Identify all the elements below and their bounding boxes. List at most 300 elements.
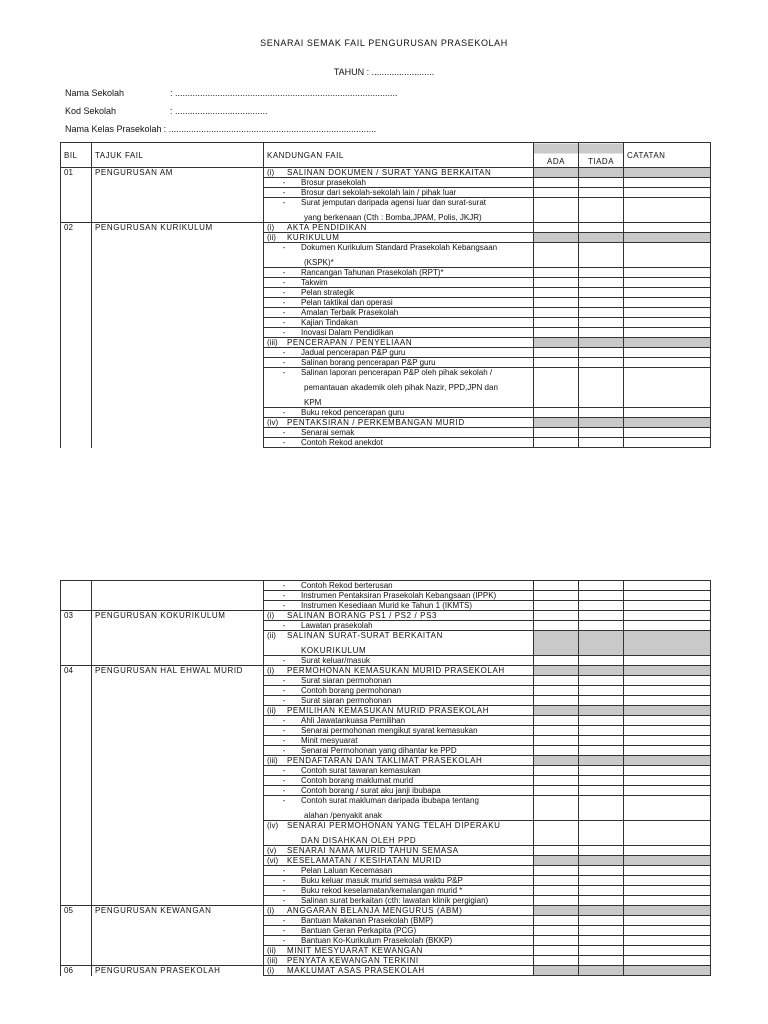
catatan-cell[interactable]	[624, 243, 711, 268]
catatan-cell[interactable]	[624, 896, 711, 906]
item-text: Pelan taktikal dan operasi	[301, 298, 393, 307]
bil-cell	[61, 198, 92, 223]
table-row	[61, 438, 711, 448]
tiada-checkbox-cell[interactable]	[579, 936, 624, 946]
tiada-checkbox-cell[interactable]	[579, 706, 624, 716]
table-row	[61, 358, 711, 368]
catatan-cell[interactable]	[624, 298, 711, 308]
item-marker: -	[282, 776, 286, 785]
catatan-cell[interactable]	[624, 278, 711, 288]
catatan-cell[interactable]	[624, 438, 711, 448]
ada-checkbox-cell[interactable]	[534, 676, 579, 686]
ada-checkbox-cell[interactable]	[534, 846, 579, 856]
ada-checkbox-cell[interactable]	[534, 666, 579, 676]
ada-checkbox-cell[interactable]	[534, 408, 579, 418]
checklist-item	[264, 876, 534, 886]
item-text: MAKLUMAT ASAS PRASEKOLAH	[287, 966, 425, 975]
tiada-checkbox-cell[interactable]	[579, 856, 624, 866]
catatan-cell[interactable]	[624, 666, 711, 676]
tiada-checkbox-cell[interactable]	[579, 896, 624, 906]
item-text: MINIT MESYUARAT KEWANGAN	[287, 946, 423, 955]
checklist-item	[264, 198, 534, 223]
item-text: Instrumen Pentaksiran Prasekolah Kebangsaan (IPPK)	[301, 591, 497, 600]
checklist-item	[264, 766, 534, 776]
ada-checkbox-cell[interactable]	[534, 686, 579, 696]
bil-cell	[61, 766, 92, 776]
item-text: Contoh surat makluman daripada ibubapa tentang	[301, 796, 479, 805]
ada-checkbox-cell[interactable]	[534, 278, 579, 288]
item-text: PENCERAPAN / PENYELIAAN	[287, 338, 413, 347]
tiada-checkbox-cell[interactable]	[579, 581, 624, 591]
tajuk-cell	[92, 716, 264, 726]
tiada-checkbox-cell[interactable]	[579, 328, 624, 338]
item-text-line2: alahan /penyakit anak	[304, 811, 382, 820]
item-text: Contoh Rekod anekdot	[301, 438, 383, 447]
checklist-item	[264, 328, 534, 338]
catatan-cell[interactable]	[624, 358, 711, 368]
field-dots: : .........................................................................................	[170, 88, 398, 98]
ada-checkbox-cell[interactable]	[534, 348, 579, 358]
item-text: PENTAKSIRAN / PERKEMBANGAN MURID	[287, 418, 465, 427]
bil-cell	[61, 716, 92, 726]
tiada-checkbox-cell[interactable]	[579, 348, 624, 358]
catatan-cell[interactable]	[624, 876, 711, 886]
item-marker: -	[282, 896, 286, 905]
field-label: Nama Kelas Prasekolah	[65, 124, 162, 134]
ada-checkbox-cell[interactable]	[534, 706, 579, 716]
item-text: KURIKULUM	[287, 233, 340, 242]
tiada-checkbox-cell[interactable]	[579, 796, 624, 821]
tiada-checkbox-cell[interactable]	[579, 621, 624, 631]
catatan-cell[interactable]	[624, 736, 711, 746]
tiada-checkbox-cell[interactable]	[579, 776, 624, 786]
subsection-heading	[264, 418, 534, 428]
table-row	[61, 846, 711, 856]
bil-cell	[61, 268, 92, 278]
tiada-checkbox-cell[interactable]	[579, 686, 624, 696]
tiada-checkbox-cell[interactable]	[579, 846, 624, 856]
item-marker: -	[282, 178, 286, 187]
catatan-cell[interactable]	[624, 348, 711, 358]
ada-checkbox-cell[interactable]	[534, 821, 579, 846]
item-text: Pelan Laluan Kecemasan	[301, 866, 393, 875]
table-row	[61, 906, 711, 916]
ada-checkbox-cell[interactable]	[534, 198, 579, 223]
tiada-label: TIADA	[587, 157, 615, 166]
catatan-cell[interactable]	[624, 686, 711, 696]
catatan-cell[interactable]	[624, 233, 711, 243]
bil-cell	[61, 298, 92, 308]
catatan-cell[interactable]	[624, 288, 711, 298]
ada-checkbox-cell[interactable]	[534, 726, 579, 736]
tajuk-cell	[92, 886, 264, 896]
catatan-cell[interactable]	[624, 856, 711, 866]
bil-cell	[61, 631, 92, 656]
tiada-checkbox-cell[interactable]	[579, 591, 624, 601]
checklist-item	[264, 428, 534, 438]
tajuk-cell	[92, 746, 264, 756]
tiada-checkbox-cell[interactable]	[579, 358, 624, 368]
item-marker: (iv)	[267, 418, 279, 427]
catatan-cell[interactable]	[624, 581, 711, 591]
ada-checkbox-cell[interactable]	[534, 243, 579, 268]
tiada-checkbox-cell[interactable]	[579, 308, 624, 318]
catatan-cell[interactable]	[624, 796, 711, 821]
ada-checkbox-cell[interactable]	[534, 746, 579, 756]
ada-checkbox-cell[interactable]	[534, 581, 579, 591]
item-marker: -	[282, 786, 286, 795]
checklist-item	[264, 243, 534, 268]
tiada-checkbox-cell[interactable]	[579, 408, 624, 418]
subsection-heading	[264, 631, 534, 656]
item-marker: -	[282, 886, 286, 895]
catatan-cell[interactable]	[624, 956, 711, 966]
catatan-cell[interactable]	[624, 268, 711, 278]
tiada-checkbox-cell[interactable]	[579, 756, 624, 766]
catatan-cell[interactable]	[624, 726, 711, 736]
tajuk-cell	[92, 706, 264, 716]
tiada-checkbox-cell[interactable]	[579, 916, 624, 926]
subsection-heading	[264, 956, 534, 966]
tiada-checkbox-cell[interactable]	[579, 876, 624, 886]
catatan-cell[interactable]	[624, 631, 711, 656]
tajuk-cell	[92, 243, 264, 268]
ada-checkbox-cell[interactable]	[534, 298, 579, 308]
tiada-checkbox-cell[interactable]	[579, 233, 624, 243]
item-marker: -	[282, 591, 286, 600]
tiada-checkbox-cell[interactable]	[579, 418, 624, 428]
tajuk-cell	[92, 368, 264, 408]
item-text-line2: yang berkenaan (Cth : Bomba,JPAM, Polis, JKJR)	[304, 213, 482, 222]
tiada-checkbox-cell[interactable]	[579, 696, 624, 706]
item-marker: -	[282, 408, 286, 417]
ada-checkbox-cell[interactable]	[534, 786, 579, 796]
ada-checkbox-cell[interactable]	[534, 926, 579, 936]
catatan-cell[interactable]	[624, 786, 711, 796]
ada-checkbox-cell[interactable]	[534, 611, 579, 621]
tajuk-cell	[92, 956, 264, 966]
tiada-checkbox-cell[interactable]	[579, 676, 624, 686]
tiada-checkbox-cell[interactable]	[579, 631, 624, 656]
ada-checkbox-cell[interactable]	[534, 936, 579, 946]
tiada-checkbox-cell[interactable]	[579, 611, 624, 621]
bil-cell	[61, 966, 92, 976]
ada-checkbox-cell[interactable]	[534, 756, 579, 766]
catatan-cell[interactable]	[624, 223, 711, 233]
item-marker: -	[282, 358, 286, 367]
tiada-checkbox-cell[interactable]	[579, 666, 624, 676]
tajuk-cell	[92, 786, 264, 796]
catatan-cell[interactable]	[624, 318, 711, 328]
tiada-checkbox-cell[interactable]	[579, 866, 624, 876]
table-row	[61, 926, 711, 936]
section-title: PENGURUSAN KEWANGAN	[95, 906, 212, 915]
catatan-cell[interactable]	[624, 621, 711, 631]
item-text: Surat keluar/masuk	[301, 656, 370, 665]
ada-checkbox-cell[interactable]	[534, 886, 579, 896]
catatan-cell[interactable]	[624, 198, 711, 223]
tajuk-cell	[92, 233, 264, 243]
tiada-checkbox-cell[interactable]	[579, 198, 624, 223]
item-marker: -	[282, 696, 286, 705]
tiada-checkbox-cell[interactable]	[579, 946, 624, 956]
catatan-cell[interactable]	[624, 418, 711, 428]
table-row	[61, 243, 711, 268]
tajuk-cell	[92, 666, 264, 676]
bil-cell	[61, 876, 92, 886]
tajuk-cell	[92, 676, 264, 686]
catatan-cell[interactable]	[624, 906, 711, 916]
catatan-cell[interactable]	[624, 706, 711, 716]
catatan-cell[interactable]	[624, 916, 711, 926]
ada-checkbox-cell[interactable]	[534, 268, 579, 278]
catatan-cell[interactable]	[624, 696, 711, 706]
subsection-heading	[264, 666, 534, 676]
tiada-checkbox-cell[interactable]	[579, 338, 624, 348]
tiada-checkbox-cell[interactable]	[579, 736, 624, 746]
ada-checkbox-cell[interactable]	[534, 368, 579, 408]
tajuk-cell	[92, 631, 264, 656]
item-marker: (iii)	[267, 956, 278, 965]
tiada-header	[579, 143, 624, 168]
ada-checkbox-cell[interactable]	[534, 178, 579, 188]
ada-checkbox-cell[interactable]	[534, 168, 579, 178]
bil-cell	[61, 428, 92, 438]
tiada-checkbox-cell[interactable]	[579, 926, 624, 936]
tiada-checkbox-cell[interactable]	[579, 956, 624, 966]
item-marker: (ii)	[267, 946, 276, 955]
ada-checkbox-cell[interactable]	[534, 318, 579, 328]
table-row	[61, 676, 711, 686]
checklist-table-page1	[60, 142, 711, 448]
tajuk-cell	[92, 926, 264, 936]
checklist-item	[264, 786, 534, 796]
ada-checkbox-cell[interactable]	[534, 966, 579, 976]
tiada-checkbox-cell[interactable]	[579, 726, 624, 736]
catatan-cell[interactable]	[624, 676, 711, 686]
catatan-cell[interactable]	[624, 846, 711, 856]
catatan-cell[interactable]	[624, 966, 711, 976]
item-text: Jadual pencerapan P&P guru	[301, 348, 406, 357]
tiada-checkbox-cell[interactable]	[579, 188, 624, 198]
checklist-item	[264, 278, 534, 288]
ada-checkbox-cell[interactable]	[534, 223, 579, 233]
ada-checkbox-cell[interactable]	[534, 358, 579, 368]
item-text: PEMILIHAN KEMASUKAN MURID PRASEKOLAH	[287, 706, 490, 715]
catatan-cell[interactable]	[624, 591, 711, 601]
catatan-cell[interactable]	[624, 746, 711, 756]
tiada-checkbox-cell[interactable]	[579, 178, 624, 188]
tiada-checkbox-cell[interactable]	[579, 223, 624, 233]
ada-checkbox-cell[interactable]	[534, 866, 579, 876]
catatan-cell[interactable]	[624, 886, 711, 896]
bil-cell	[61, 348, 92, 358]
item-text: Buku rekod pencerapan guru	[301, 408, 405, 417]
tiada-checkbox-cell[interactable]	[579, 886, 624, 896]
ada-checkbox-cell[interactable]	[534, 338, 579, 348]
table-row	[61, 666, 711, 676]
tiada-checkbox-cell[interactable]	[579, 298, 624, 308]
tajuk-cell	[92, 601, 264, 611]
tiada-checkbox-cell[interactable]	[579, 716, 624, 726]
tajuk-cell	[92, 223, 264, 233]
item-text: PENDAFTARAN DAN TAKLIMAT PRASEKOLAH	[287, 756, 483, 765]
bil-cell	[61, 368, 92, 408]
ada-checkbox-cell[interactable]	[534, 428, 579, 438]
ada-checkbox-cell[interactable]	[534, 328, 579, 338]
catatan-cell[interactable]	[624, 168, 711, 178]
checklist-item	[264, 776, 534, 786]
catatan-cell[interactable]	[624, 178, 711, 188]
ada-checkbox-cell[interactable]	[534, 716, 579, 726]
bil-cell	[61, 686, 92, 696]
item-text: Contoh borang maklumat murid	[301, 776, 414, 785]
catatan-cell[interactable]	[624, 611, 711, 621]
catatan-cell[interactable]	[624, 338, 711, 348]
table-row	[61, 896, 711, 906]
checklist-item	[264, 591, 534, 601]
tajuk-cell	[92, 278, 264, 288]
item-text-line2: KOKURIKULUM	[301, 646, 367, 655]
tiada-checkbox-cell[interactable]	[579, 168, 624, 178]
tiada-checkbox-cell[interactable]	[579, 906, 624, 916]
tiada-checkbox-cell[interactable]	[579, 746, 624, 756]
ada-checkbox-cell[interactable]	[534, 631, 579, 656]
catatan-cell[interactable]	[624, 936, 711, 946]
item-marker: -	[282, 916, 286, 925]
tiada-checkbox-cell[interactable]	[579, 318, 624, 328]
tiada-checkbox-cell[interactable]	[579, 438, 624, 448]
catatan-cell[interactable]	[624, 328, 711, 338]
ada-checkbox-cell[interactable]	[534, 656, 579, 666]
ada-checkbox-cell[interactable]	[534, 601, 579, 611]
bil-cell	[61, 178, 92, 188]
ada-checkbox-cell[interactable]	[534, 876, 579, 886]
table-row	[61, 168, 711, 178]
checklist-item	[264, 358, 534, 368]
catatan-cell[interactable]	[624, 776, 711, 786]
ada-checkbox-cell[interactable]	[534, 288, 579, 298]
item-text: Surat jemputan daripada agensi luar dan surat-surat	[301, 198, 486, 207]
ada-checkbox-cell[interactable]	[534, 188, 579, 198]
catatan-cell[interactable]	[624, 188, 711, 198]
ada-checkbox-cell[interactable]	[534, 766, 579, 776]
catatan-header	[624, 143, 711, 168]
catatan-cell[interactable]	[624, 408, 711, 418]
kandungan-header	[264, 143, 534, 168]
tajuk-cell	[92, 611, 264, 621]
bil-cell	[61, 621, 92, 631]
tiada-checkbox-cell[interactable]	[579, 368, 624, 408]
tiada-checkbox-cell[interactable]	[579, 766, 624, 776]
table-row	[61, 936, 711, 946]
checklist-item	[264, 438, 534, 448]
tiada-checkbox-cell[interactable]	[579, 278, 624, 288]
item-text: Instrumen Kesediaan Murid ke Tahun 1 (IKMTS)	[301, 601, 473, 610]
ada-checkbox-cell[interactable]	[534, 896, 579, 906]
table-row	[61, 886, 711, 896]
ada-checkbox-cell[interactable]	[534, 308, 579, 318]
item-text: Contoh surat tawaran kemasukan	[301, 766, 421, 775]
tiada-checkbox-cell[interactable]	[579, 821, 624, 846]
item-marker: -	[282, 746, 286, 755]
table-row	[61, 198, 711, 223]
tiada-checkbox-cell[interactable]	[579, 428, 624, 438]
catatan-cell[interactable]	[624, 821, 711, 846]
catatan-cell[interactable]	[624, 926, 711, 936]
ada-checkbox-cell[interactable]	[534, 736, 579, 746]
bil-cell	[61, 946, 92, 956]
tiada-checkbox-cell[interactable]	[579, 966, 624, 976]
item-text: Buku rekod keselamatan/kemalangan murid *	[301, 886, 463, 895]
catatan-label: CATATAN	[627, 150, 666, 160]
checklist-item	[264, 581, 534, 591]
bil-cell	[61, 866, 92, 876]
item-marker: -	[282, 278, 286, 287]
item-marker: -	[282, 656, 286, 665]
checklist-item	[264, 676, 534, 686]
section-number: 06	[64, 966, 73, 975]
ada-checkbox-cell[interactable]	[534, 621, 579, 631]
ada-checkbox-cell[interactable]	[534, 946, 579, 956]
ada-checkbox-cell[interactable]	[534, 796, 579, 821]
ada-checkbox-cell[interactable]	[534, 591, 579, 601]
bil-header	[61, 143, 92, 168]
ada-checkbox-cell[interactable]	[534, 906, 579, 916]
item-text: SALINAN SURAT-SURAT BERKAITAN	[287, 631, 443, 640]
catatan-cell[interactable]	[624, 946, 711, 956]
ada-checkbox-cell[interactable]	[534, 438, 579, 448]
catatan-cell[interactable]	[624, 716, 711, 726]
ada-checkbox-cell[interactable]	[534, 956, 579, 966]
item-text: Kajian Tindakan	[301, 318, 358, 327]
tajuk-cell	[92, 936, 264, 946]
catatan-cell[interactable]	[624, 428, 711, 438]
catatan-cell[interactable]	[624, 308, 711, 318]
ada-checkbox-cell[interactable]	[534, 776, 579, 786]
tiada-checkbox-cell[interactable]	[579, 288, 624, 298]
catatan-cell[interactable]	[624, 368, 711, 408]
checklist-item	[264, 308, 534, 318]
tiada-checkbox-cell[interactable]	[579, 786, 624, 796]
tiada-checkbox-cell[interactable]	[579, 656, 624, 666]
item-marker: -	[282, 621, 286, 630]
ada-checkbox-cell[interactable]	[534, 233, 579, 243]
checklist-item	[264, 716, 534, 726]
tiada-checkbox-cell[interactable]	[579, 268, 624, 278]
checklist-item	[264, 726, 534, 736]
ada-checkbox-cell[interactable]	[534, 916, 579, 926]
catatan-cell[interactable]	[624, 756, 711, 766]
catatan-cell[interactable]	[624, 766, 711, 776]
ada-checkbox-cell[interactable]	[534, 856, 579, 866]
table-row	[61, 348, 711, 358]
catatan-cell[interactable]	[624, 866, 711, 876]
subsection-heading	[264, 233, 534, 243]
item-text: Ahli Jawatankuasa Pemilihan	[301, 716, 406, 725]
tiada-checkbox-cell[interactable]	[579, 243, 624, 268]
item-text: Dokumen Kurikulum Standard Prasekolah Kebangsaan	[301, 243, 498, 252]
item-text: Contoh borang permohonan	[301, 686, 402, 695]
tiada-checkbox-cell[interactable]	[579, 601, 624, 611]
ada-checkbox-cell[interactable]	[534, 418, 579, 428]
bil-cell	[61, 936, 92, 946]
ada-checkbox-cell[interactable]	[534, 696, 579, 706]
tajuk-cell	[92, 686, 264, 696]
catatan-cell[interactable]	[624, 656, 711, 666]
catatan-cell[interactable]	[624, 601, 711, 611]
item-text: Salinan laporan pencerapan P&P oleh pihak sekolah /	[301, 368, 493, 377]
